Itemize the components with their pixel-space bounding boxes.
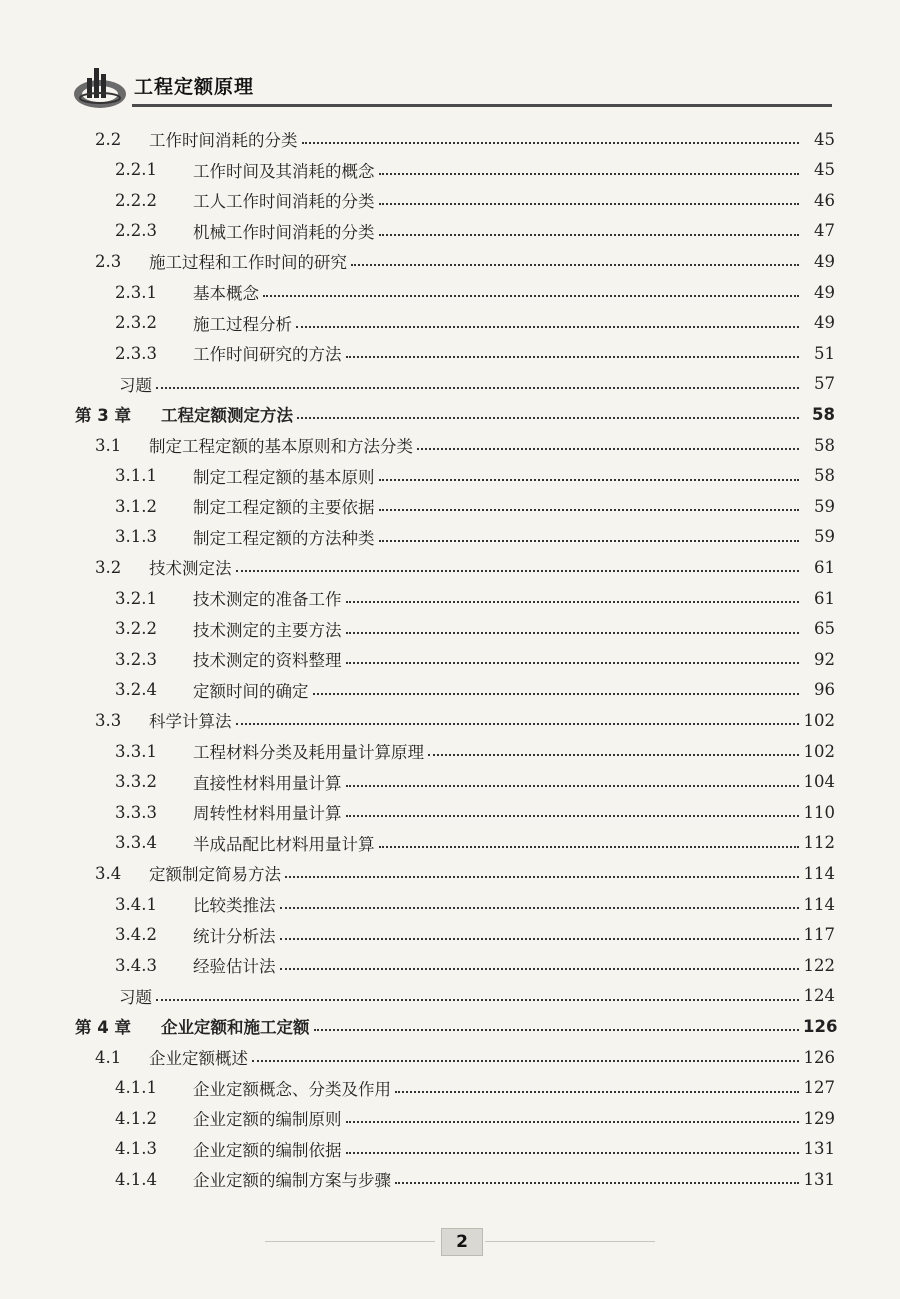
toc-entry-row bbox=[115, 185, 835, 215]
toc-number: 2.3.3 bbox=[115, 343, 157, 363]
toc-title: 工人工作时间消耗的分类 bbox=[193, 192, 375, 212]
toc-page-number: 117 bbox=[803, 925, 835, 945]
toc-entry-row bbox=[115, 797, 835, 827]
toc-number: 3.2.1 bbox=[115, 588, 157, 608]
toc-page-number: 131 bbox=[803, 1139, 835, 1159]
toc-entry-row bbox=[115, 338, 835, 368]
toc-entry-row bbox=[115, 308, 835, 338]
toc-title: 企业定额的编制方案与步骤 bbox=[193, 1171, 391, 1191]
toc-leader-dots bbox=[346, 785, 800, 787]
toc-entry-row bbox=[115, 920, 835, 950]
toc-entry-row bbox=[95, 430, 835, 460]
toc-page-number: 59 bbox=[814, 496, 835, 516]
toc-entry-row bbox=[115, 583, 835, 613]
toc-leader-dots bbox=[297, 417, 799, 419]
toc-leader-dots bbox=[379, 173, 800, 175]
toc-title: 工作时间研究的方法 bbox=[193, 345, 342, 365]
toc-chapter-row bbox=[75, 399, 835, 429]
toc-number: 4.1.3 bbox=[115, 1139, 157, 1159]
toc-leader-dots bbox=[296, 326, 799, 328]
toc-leader-dots bbox=[379, 203, 800, 205]
toc-leader-dots bbox=[285, 876, 799, 878]
toc-number: 2.3.1 bbox=[115, 282, 157, 302]
toc-entry-row bbox=[95, 1042, 835, 1072]
toc-entry-row bbox=[115, 216, 835, 246]
toc-title: 施工过程分析 bbox=[193, 314, 292, 334]
toc-title: 制定工程定额的基本原则和方法分类 bbox=[149, 437, 413, 456]
toc-number: 3.1.3 bbox=[115, 527, 157, 547]
toc-number: 2.2.3 bbox=[115, 221, 157, 241]
toc-page-number: 122 bbox=[803, 955, 835, 975]
toc-entry-row bbox=[115, 950, 835, 980]
toc-title: 技术测定法 bbox=[149, 559, 232, 579]
toc-number: 第 3 章 bbox=[75, 406, 131, 426]
toc-page-number: 96 bbox=[814, 680, 835, 700]
toc-page-number: 124 bbox=[803, 986, 835, 1006]
toc-page-number: 49 bbox=[814, 251, 835, 271]
toc-page-number: 127 bbox=[803, 1078, 835, 1098]
toc-page-number: 58 bbox=[812, 404, 835, 424]
toc-number: 4.1.1 bbox=[115, 1078, 157, 1098]
toc-page-number: 114 bbox=[803, 894, 835, 914]
toc-entry-row bbox=[95, 858, 835, 888]
toc-leader-dots bbox=[379, 509, 800, 511]
toc-page-number: 102 bbox=[803, 741, 835, 761]
toc-entry-row bbox=[115, 1164, 835, 1194]
toc-entry-row bbox=[115, 491, 835, 521]
toc-chapter-row bbox=[75, 1011, 838, 1041]
toc-entry-row bbox=[115, 889, 835, 919]
toc-title: 经验估计法 bbox=[193, 957, 276, 977]
toc-title: 工作时间及其消耗的概念 bbox=[193, 161, 375, 181]
toc-title: 科学计算法 bbox=[149, 712, 232, 732]
toc-title: 定额制定简易方法 bbox=[149, 865, 281, 885]
toc-leader-dots bbox=[417, 448, 799, 450]
toc-title: 工作时间消耗的分类 bbox=[149, 131, 298, 150]
toc-page-number: 65 bbox=[814, 619, 835, 639]
toc-leader-dots bbox=[313, 693, 800, 695]
toc-page-number: 129 bbox=[803, 1108, 835, 1128]
toc-leader-dots bbox=[156, 999, 799, 1001]
toc-page-number: 102 bbox=[803, 710, 835, 730]
toc-leader-dots bbox=[156, 387, 799, 389]
toc-title: 技术测定的准备工作 bbox=[193, 590, 342, 609]
toc-entry-row bbox=[115, 767, 835, 797]
toc-entry-row bbox=[95, 705, 835, 735]
toc-page-number: 51 bbox=[814, 343, 835, 363]
toc-page-number: 112 bbox=[803, 833, 835, 853]
toc-entry-row bbox=[115, 1103, 835, 1133]
toc-title: 习题 bbox=[119, 987, 152, 1007]
toc-number: 3.2.2 bbox=[115, 619, 157, 639]
toc-page-number: 110 bbox=[803, 802, 835, 822]
toc-number: 3.2.3 bbox=[115, 649, 157, 669]
toc-entry-row bbox=[115, 461, 835, 491]
toc-page-number: 47 bbox=[814, 221, 835, 241]
toc-entry-row bbox=[115, 522, 835, 552]
toc-title: 技术测定的主要方法 bbox=[193, 620, 342, 640]
toc-number: 2.3.2 bbox=[115, 313, 157, 333]
toc-entry-row bbox=[95, 246, 835, 276]
toc-title: 比较类推法 bbox=[193, 896, 276, 915]
toc-leader-dots bbox=[379, 540, 800, 542]
toc-number: 3.3.1 bbox=[115, 741, 157, 761]
toc-page-number: 57 bbox=[814, 374, 835, 394]
book-logo-icon bbox=[70, 64, 132, 112]
toc-leader-dots bbox=[346, 1152, 800, 1154]
toc-title: 工程定额测定方法 bbox=[161, 406, 293, 426]
toc-title: 周转性材料用量计算 bbox=[193, 804, 342, 824]
toc-page-number: 49 bbox=[814, 313, 835, 333]
toc-number: 3.3.2 bbox=[115, 772, 157, 792]
toc-entry-row bbox=[115, 155, 835, 185]
book-title: 工程定额原理 bbox=[134, 76, 255, 98]
toc-title: 直接性材料用量计算 bbox=[193, 773, 342, 793]
toc-number: 3.2.4 bbox=[115, 680, 157, 700]
toc-title: 制定工程定额的基本原则 bbox=[193, 467, 375, 487]
toc-leader-dots bbox=[280, 938, 800, 940]
toc-leader-dots bbox=[395, 1182, 799, 1184]
toc-leader-dots bbox=[263, 295, 799, 297]
toc-title: 习题 bbox=[119, 375, 152, 395]
toc-leader-dots bbox=[379, 479, 800, 481]
toc-leader-dots bbox=[428, 754, 799, 756]
header-rule bbox=[132, 104, 832, 107]
footer-rule-right bbox=[485, 1241, 655, 1242]
toc-title: 制定工程定额的方法种类 bbox=[193, 528, 375, 548]
toc-number: 3.4.2 bbox=[115, 925, 157, 945]
toc-leader-dots bbox=[252, 1060, 799, 1062]
toc-number: 3.4.1 bbox=[115, 894, 157, 914]
toc-title: 半成品配比材料用量计算 bbox=[193, 834, 375, 854]
toc-title: 基本概念 bbox=[193, 284, 259, 303]
toc-leader-dots bbox=[346, 632, 800, 634]
toc-number: 3.1 bbox=[95, 435, 122, 455]
toc-page-number: 131 bbox=[803, 1169, 835, 1189]
toc-title: 企业定额概念、分类及作用 bbox=[193, 1079, 391, 1099]
toc-number: 3.3.4 bbox=[115, 833, 157, 853]
toc-page-number: 92 bbox=[814, 649, 835, 669]
toc-page-number: 126 bbox=[803, 1047, 835, 1067]
toc-leader-dots bbox=[379, 234, 800, 236]
toc-leader-dots bbox=[346, 815, 800, 817]
toc-page-number: 114 bbox=[803, 863, 835, 883]
toc-entry-row bbox=[115, 736, 835, 766]
toc-title: 企业定额的编制依据 bbox=[193, 1140, 342, 1160]
toc-page-number: 49 bbox=[814, 282, 835, 302]
toc-number: 2.3 bbox=[95, 251, 122, 271]
toc-number: 第 4 章 bbox=[75, 1018, 131, 1038]
toc-leader-dots bbox=[379, 846, 800, 848]
toc-number: 4.1.4 bbox=[115, 1169, 157, 1189]
toc-title: 施工过程和工作时间的研究 bbox=[149, 253, 347, 273]
toc-title: 技术测定的资料整理 bbox=[193, 651, 342, 671]
toc-number: 3.1.1 bbox=[115, 466, 157, 486]
toc-leader-dots bbox=[280, 907, 800, 909]
toc-number: 3.3 bbox=[95, 710, 122, 730]
toc-leader-dots bbox=[236, 570, 800, 572]
toc-entry-row bbox=[115, 614, 835, 644]
toc-entry-row bbox=[95, 369, 835, 399]
toc-number: 4.1 bbox=[95, 1047, 122, 1067]
toc-page-number: 59 bbox=[814, 527, 835, 547]
toc-leader-dots bbox=[236, 723, 800, 725]
toc-page-number: 61 bbox=[814, 557, 835, 577]
toc-leader-dots bbox=[346, 662, 800, 664]
toc-leader-dots bbox=[302, 142, 800, 144]
toc-title: 定额时间的确定 bbox=[193, 681, 309, 701]
toc-number: 2.2 bbox=[95, 129, 122, 149]
toc-title: 企业定额的编制原则 bbox=[193, 1110, 342, 1130]
toc-page-number: 46 bbox=[814, 190, 835, 210]
toc-leader-dots bbox=[351, 264, 799, 266]
toc-entry-row bbox=[95, 124, 835, 154]
toc-number: 3.4 bbox=[95, 863, 122, 883]
toc-entry-row bbox=[115, 277, 835, 307]
toc-page-number: 126 bbox=[803, 1016, 838, 1036]
toc-number: 3.3.3 bbox=[115, 802, 157, 822]
toc-leader-dots bbox=[346, 356, 800, 358]
toc-entry-row bbox=[115, 1073, 835, 1103]
toc-title: 企业定额概述 bbox=[149, 1049, 248, 1068]
toc-page-number: 45 bbox=[814, 129, 835, 149]
toc-title: 工程材料分类及耗用量计算原理 bbox=[193, 743, 424, 762]
toc-title: 企业定额和施工定额 bbox=[161, 1018, 310, 1038]
toc-page-number: 61 bbox=[814, 588, 835, 608]
toc-page-number: 104 bbox=[803, 772, 835, 792]
toc-entry-row bbox=[115, 644, 835, 674]
toc-number: 4.1.2 bbox=[115, 1108, 157, 1128]
toc-title: 制定工程定额的主要依据 bbox=[193, 498, 375, 518]
toc-number: 2.2.2 bbox=[115, 190, 157, 210]
toc-entry-row bbox=[95, 981, 835, 1011]
toc-number: 2.2.1 bbox=[115, 160, 157, 180]
toc-leader-dots bbox=[346, 1121, 800, 1123]
toc-leader-dots bbox=[280, 968, 800, 970]
toc-leader-dots bbox=[314, 1029, 800, 1031]
page-number: 2 bbox=[441, 1228, 483, 1256]
footer-rule-left bbox=[265, 1241, 435, 1242]
toc-entry-row bbox=[115, 1134, 835, 1164]
toc-title: 统计分析法 bbox=[193, 926, 276, 946]
toc-number: 3.4.3 bbox=[115, 955, 157, 975]
toc-leader-dots bbox=[346, 601, 800, 603]
toc-page-number: 58 bbox=[814, 435, 835, 455]
toc-leader-dots bbox=[395, 1091, 799, 1093]
toc-title: 机械工作时间消耗的分类 bbox=[193, 222, 375, 242]
toc-page-number: 58 bbox=[814, 466, 835, 486]
toc-number: 3.2 bbox=[95, 557, 122, 577]
toc-entry-row bbox=[95, 552, 835, 582]
toc-entry-row bbox=[115, 828, 835, 858]
toc-number: 3.1.2 bbox=[115, 496, 157, 516]
toc-page-number: 45 bbox=[814, 160, 835, 180]
toc-entry-row bbox=[115, 675, 835, 705]
page-header bbox=[70, 60, 830, 115]
